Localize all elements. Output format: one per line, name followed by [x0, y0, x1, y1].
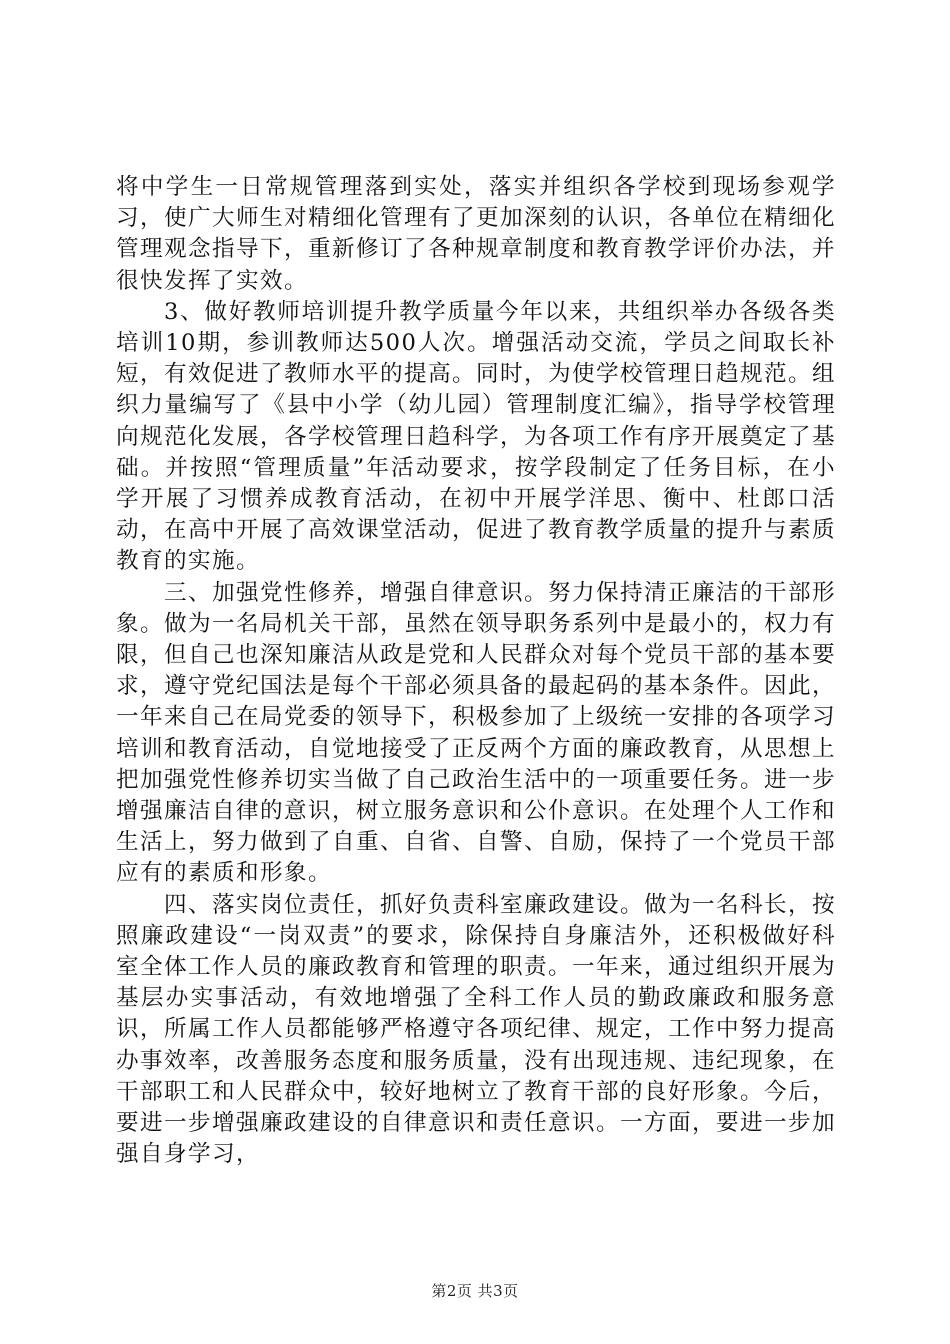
paragraph-party-discipline: 三、加强党性修养，增强自律意识。努力保持清正廉洁的干部形象。做为一名局机关干部，虽然在领导职务系列中是最小的，权力有限，但自己也深知廉洁从政是党和人民群众对每个党员干部的基本要求，遵守党纪国法是每个干部必须具备的最起码的基本条件。因此，一年来自己在局党委的领导下，积极参加了上级统一安排的各项学习培训和教育活动，自觉地接受了正反两个方面的廉政教育，从思想上把加强党性修养切实当做了自己政治生活中的一项重要任务。进一步增强廉洁自律的意识，树立服务意识和公仆意识。在处理个人工作和生活上，努力做到了自重、自省、自警、自励，保持了一个党员干部应有的素质和形象。: [116, 579, 836, 887]
paragraph-post-responsibility: 四、落实岗位责任，抓好负责科室廉政建设。做为一名科长，按照廉政建设“一岗双责”的要求，除保持自身廉洁外，还积极做好科室全体工作人员的廉政教育和管理的职责。一年来，通过组织开展为基层办实事活动，有效地增强了全科工作人员的勤政廉政和服务意识，所属工作人员都能够严格遵守各项纪律、规定，工作中努力提高办事效率，改善服务态度和服务质量，没有出现违规、违纪现象，在干部职工和人民群众中，较好地树立了教育干部的良好形象。今后，要进一步增强廉政建设的自律意识和责任意识。一方面，要进一步加强自身学习，: [116, 891, 836, 1168]
page-number-footer: 第2页 共3页: [431, 1282, 519, 1300]
paragraph-teacher-training: 3、做好教师培训提升教学质量今年以来，共组织举办各级各类培训10期，参训教师达500人次。增强活动交流，学员之间取长补短，有效促进了教师水平的提高。同时，为使学校管理日趋规范。组织力量编写了《县中小学（幼儿园）管理制度汇编》，指导学校管理向规范化发展，各学校管理日趋科学，为各项工作有序开展奠定了基础。并按照“管理质量”年活动要求，按学段制定了任务目标，在小学开展了习惯养成教育活动，在初中开展学洋思、衡中、杜郎口活动，在高中开展了高效课堂活动，促进了教育教学质量的提升与素质教育的实施。: [116, 298, 836, 575]
document-body: [116, 172, 836, 1171]
paragraph-continuation: 将中学生一日常规管理落到实处，落实并组织各学校到现场参观学习，使广大师生对精细化管理有了更加深刻的认识，各单位在精细化管理观念指导下，重新修订了各种规章制度和教育教学评价办法，并很快发挥了实效。: [116, 174, 836, 294]
